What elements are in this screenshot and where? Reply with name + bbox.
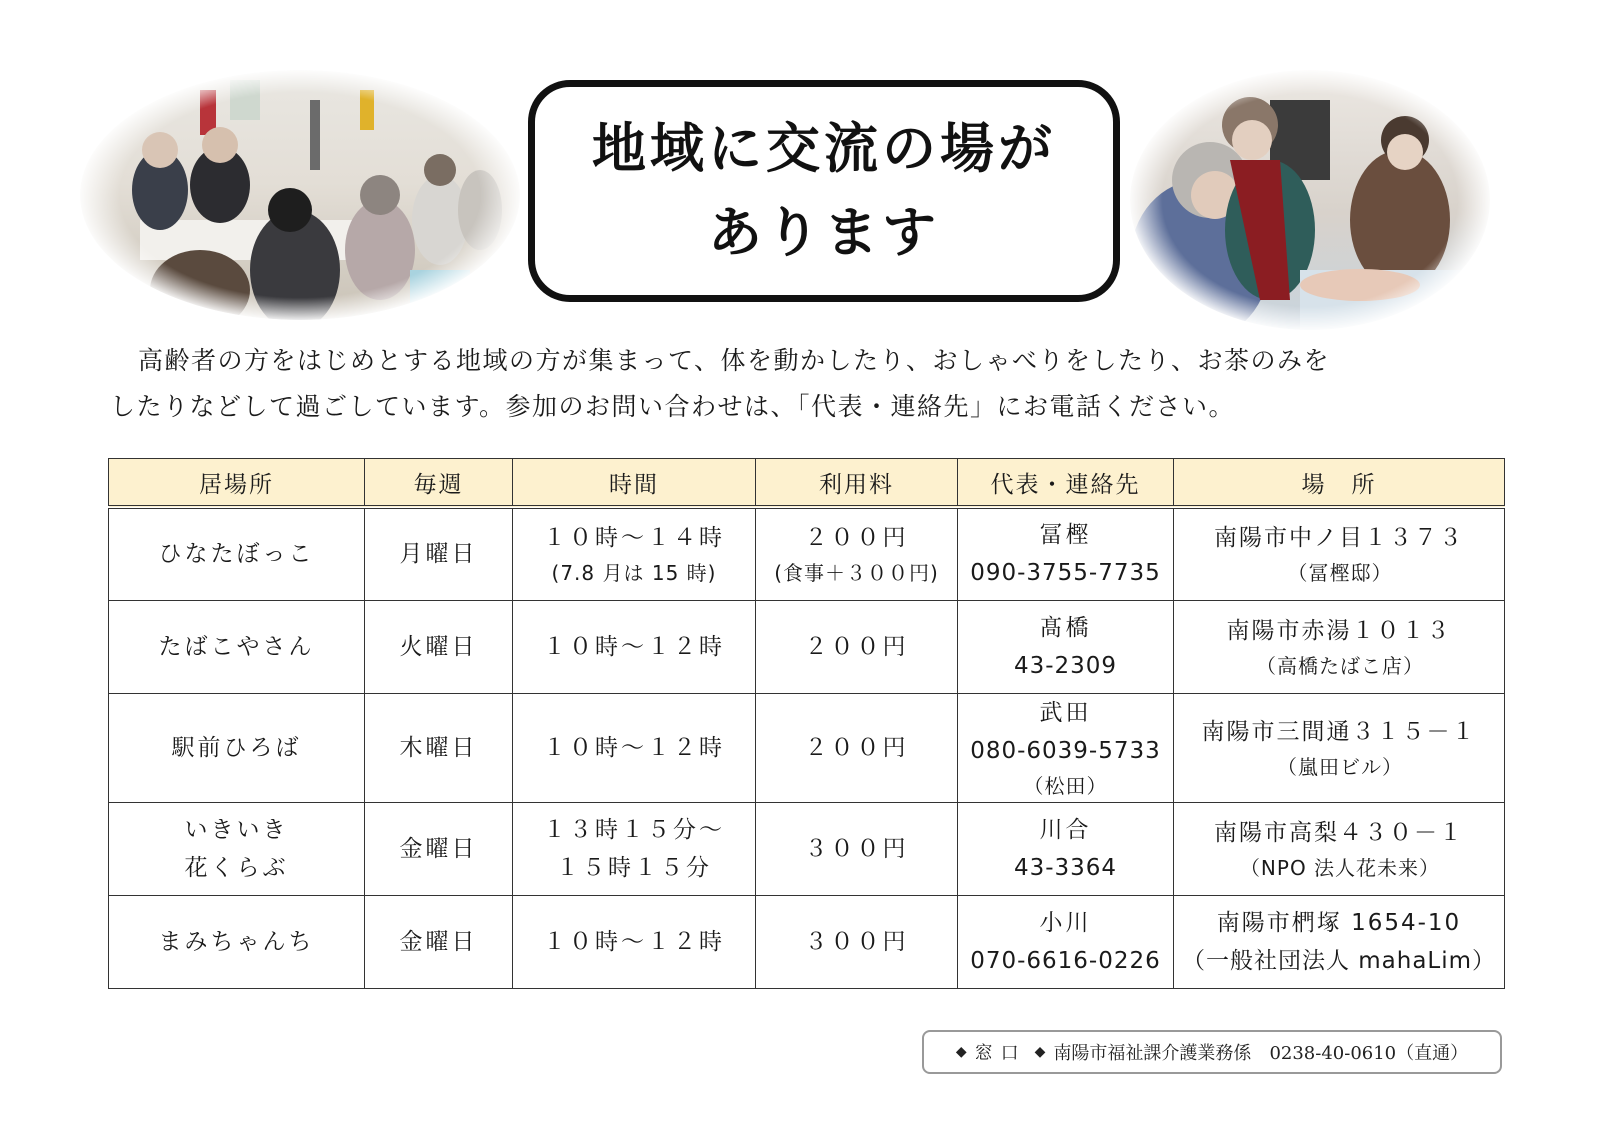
time-cell [513, 895, 756, 988]
time-value: １３時１５分～ [543, 816, 725, 843]
contact-phone: 070-6616-0226 [970, 947, 1161, 974]
fee-value: ２００円 [804, 734, 909, 761]
venue-cell [109, 802, 365, 895]
intro-text [110, 338, 1510, 430]
contact-phone: 090-3755-7735 [970, 560, 1161, 587]
contact-cell [958, 895, 1174, 988]
fee-cell [756, 693, 958, 802]
venue-cell [109, 895, 365, 988]
weekday-value: 木曜日 [399, 734, 478, 761]
place-note: （冨樫邸） [1287, 561, 1393, 586]
footer-label: 窓口 [974, 1043, 1027, 1064]
table-row [109, 600, 1505, 693]
footer-phone: 0238-40-0610（直通） [1269, 1043, 1469, 1064]
time-cell [513, 600, 756, 693]
venue-name: たばこやさん [158, 633, 315, 660]
fee-cell [756, 895, 958, 988]
fee-value: ３００円 [804, 928, 909, 955]
table-row [109, 895, 1505, 988]
contact-phone: 080-6039-5733 [970, 737, 1161, 764]
contact-name: 髙橋 [1039, 614, 1092, 641]
weekday-cell [365, 693, 513, 802]
contact-cell [958, 507, 1174, 600]
card-game-photo-icon [1130, 70, 1490, 330]
venue-table [108, 458, 1505, 989]
weekday-value: 金曜日 [399, 835, 478, 862]
venue-name: いきいき [184, 816, 289, 843]
header-contact: 代表・連絡先 [958, 459, 1174, 508]
place-cell [1174, 600, 1505, 693]
venue-name: ひなたぼっこ [158, 541, 315, 568]
time-value: １０時～１２時 [543, 928, 725, 955]
place-cell [1174, 507, 1505, 600]
place-note: （高橋たばこ店） [1256, 653, 1424, 678]
time-value: １０時～１４時 [543, 525, 725, 552]
fee-value: ３００円 [804, 835, 909, 862]
time-cell [513, 693, 756, 802]
fee-cell [756, 600, 958, 693]
place-address: 南陽市三間通３１５－１ [1201, 718, 1477, 745]
weekday-cell [365, 507, 513, 600]
place-note: （一般社団法人 mahaLim） [1181, 947, 1497, 974]
weekday-cell [365, 802, 513, 895]
time-value: １０時～１２時 [543, 734, 725, 761]
diamond-icon: ◆ [1034, 1044, 1046, 1060]
place-address: 南陽市中ノ目１３７３ [1214, 525, 1464, 552]
venue-name: 駅前ひろば [171, 734, 302, 761]
header-fee: 利用料 [756, 459, 958, 508]
place-address: 南陽市赤湯１０１３ [1226, 617, 1452, 644]
contact-name: 川合 [1039, 816, 1092, 843]
fee-note: (食事＋３００円) [774, 561, 939, 586]
fee-value: ２００円 [804, 525, 909, 552]
venue-cell [109, 507, 365, 600]
title-box [528, 80, 1120, 302]
place-note: （嵐田ビル） [1277, 754, 1403, 779]
diamond-icon: ◆ [955, 1044, 967, 1060]
place-note: （NPO 法人花未来） [1239, 855, 1441, 880]
contact-phone: 43-2309 [1013, 652, 1118, 679]
photo-right-card-game [1130, 70, 1490, 330]
footer-department: 南陽市福祉課介護業務係 [1053, 1043, 1252, 1064]
gathering-photo-icon [80, 70, 520, 320]
header-weekday: 毎週 [365, 459, 513, 508]
contact-window-footer [922, 1030, 1502, 1074]
fee-cell [756, 507, 958, 600]
photo-left-gathering [80, 70, 520, 320]
venue-name: まみちゃんち [158, 928, 315, 955]
table-header-row [109, 459, 1505, 508]
contact-cell [958, 802, 1174, 895]
weekday-value: 火曜日 [399, 633, 478, 660]
weekday-value: 金曜日 [399, 928, 478, 955]
contact-name: 小川 [1039, 909, 1092, 936]
place-cell [1174, 693, 1505, 802]
table-row [109, 507, 1505, 600]
time-value-line-2: １５時１５分 [556, 854, 712, 881]
contact-cell [958, 600, 1174, 693]
contact-note: （松田） [1023, 773, 1108, 798]
header-place: 場 所 [1174, 459, 1505, 508]
place-address: 南陽市高梨４３０－１ [1214, 819, 1464, 846]
contact-name: 武田 [1039, 699, 1092, 726]
contact-cell [958, 693, 1174, 802]
fee-value: ２００円 [804, 633, 909, 660]
contact-phone: 43-3364 [1013, 854, 1118, 881]
time-cell [513, 507, 756, 600]
header-venue: 居場所 [109, 459, 365, 508]
place-address: 南陽市椚塚 1654-10 [1216, 909, 1462, 936]
time-cell [513, 802, 756, 895]
place-cell [1174, 802, 1505, 895]
table-row [109, 693, 1505, 802]
weekday-cell [365, 895, 513, 988]
time-value: １０時～１２時 [543, 633, 725, 660]
fee-cell [756, 802, 958, 895]
title-line-2: あります [708, 201, 940, 264]
header-time: 時間 [513, 459, 756, 508]
title-line-1: 地域に交流の場が [592, 117, 1056, 180]
venue-cell [109, 600, 365, 693]
intro-line-2: したりなどして過ごしています。参加のお問い合わせは、「代表・連絡先」にお電話ください。 [110, 392, 1236, 421]
venue-name-line-2: 花くらぶ [184, 854, 289, 881]
contact-name: 冨樫 [1039, 522, 1092, 549]
weekday-cell [365, 600, 513, 693]
time-note: (7.8 月は 15 時) [551, 561, 717, 586]
weekday-value: 月曜日 [399, 541, 478, 568]
intro-line-1: 高齢者の方をはじめとする地域の方が集まって、体を動かしたり、おしゃべりをしたり、お茶のみを [138, 346, 1331, 375]
venue-cell [109, 693, 365, 802]
table-row [109, 802, 1505, 895]
place-cell [1174, 895, 1505, 988]
